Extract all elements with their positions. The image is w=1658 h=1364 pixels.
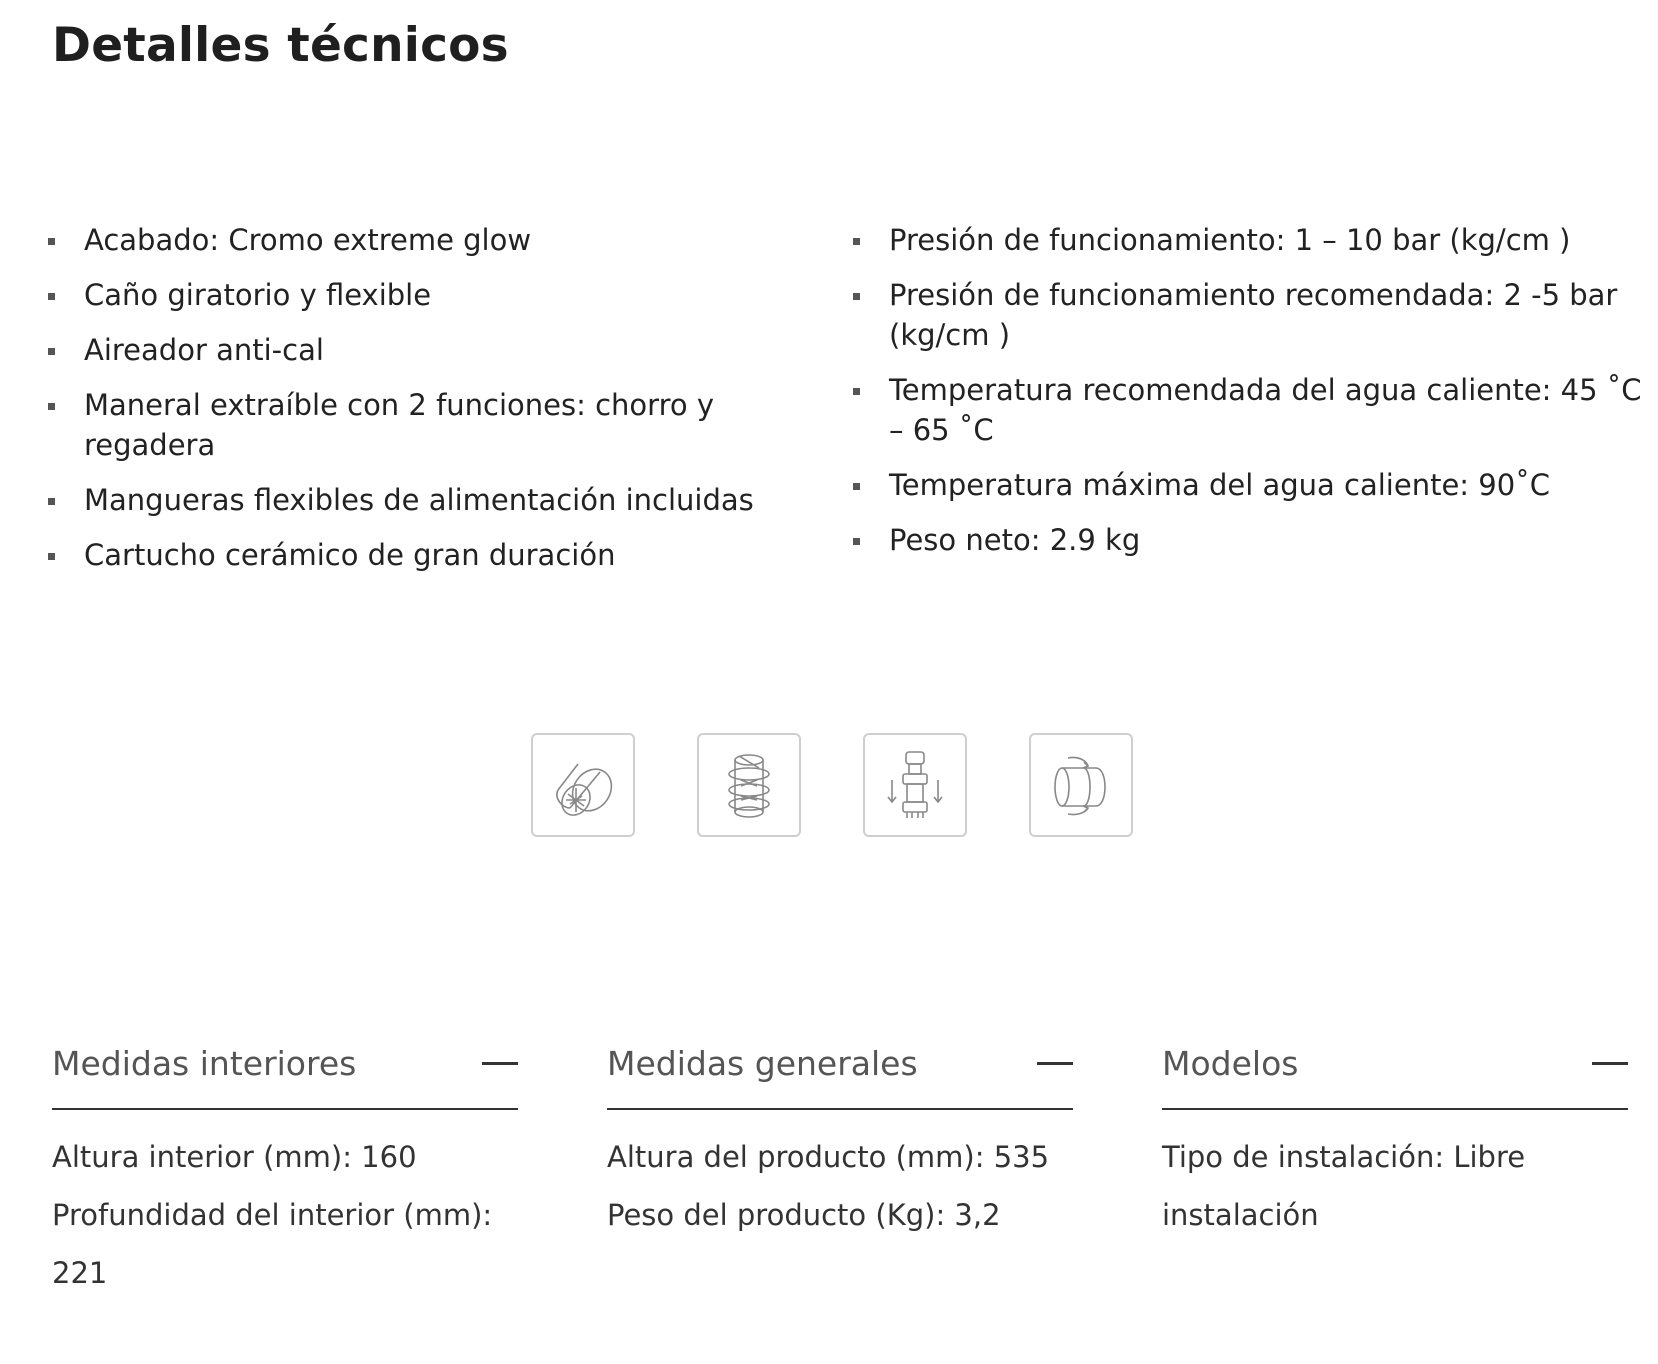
accordion-modelos [1162, 1040, 1628, 1244]
aerator-icon [531, 733, 635, 837]
measure-line: Peso del producto (Kg): 3,2 [607, 1198, 1001, 1232]
spec-item: Cartucho cerámico de gran duración [48, 535, 828, 575]
accordion-body [607, 1110, 1073, 1244]
accordion-header[interactable] [1162, 1040, 1628, 1110]
spec-item: Mangueras flexibles de alimentación incluidas [48, 480, 828, 520]
feature-icons [531, 733, 1133, 837]
spec-item: Aireador anti-cal [48, 330, 828, 370]
minus-icon[interactable] [1592, 1062, 1628, 1065]
page-title: Detalles técnicos [52, 18, 509, 73]
accordion-medidas-interiores [52, 1040, 518, 1302]
minus-icon[interactable] [482, 1062, 518, 1065]
accordion-header[interactable] [52, 1040, 518, 1110]
swivel-spout-icon [1029, 733, 1133, 837]
spec-item: Maneral extraíble con 2 funciones: chorro y regadera [48, 385, 828, 465]
accordion-title: Medidas generales [607, 1043, 918, 1083]
measure-line: Tipo de instalación: Libre instalación [1162, 1140, 1526, 1232]
spec-list-left [48, 220, 828, 590]
spec-item: Presión de funcionamiento: 1 – 10 bar (kg/cm ) [853, 220, 1643, 260]
measure-line: Altura interior (mm): 160 [52, 1140, 417, 1174]
measure-line: Profundidad del interior (mm): 221 [52, 1198, 493, 1290]
measure-line: Altura del producto (mm): 535 [607, 1140, 1050, 1174]
ceramic-cartridge-icon [697, 733, 801, 837]
spec-item: Peso neto: 2.9 kg [853, 520, 1643, 560]
accordion-medidas-generales [607, 1040, 1073, 1244]
minus-icon[interactable] [1037, 1062, 1073, 1065]
accordion-header[interactable] [607, 1040, 1073, 1110]
spec-item: Caño giratorio y flexible [48, 275, 828, 315]
accordion-body [52, 1110, 518, 1302]
accordion-body [1162, 1110, 1628, 1244]
spec-item: Temperatura recomendada del agua caliente: 45 ˚C – 65 ˚C [853, 370, 1643, 450]
accordion-title: Modelos [1162, 1043, 1299, 1083]
pull-out-spray-icon [863, 733, 967, 837]
spec-item: Temperatura máxima del agua caliente: 90˚C [853, 465, 1643, 505]
accordion-title: Medidas interiores [52, 1043, 357, 1083]
spec-item: Acabado: Cromo extreme glow [48, 220, 828, 260]
spec-list-right [853, 220, 1643, 575]
spec-item: Presión de funcionamiento recomendada: 2 -5 bar (kg/cm ) [853, 275, 1643, 355]
